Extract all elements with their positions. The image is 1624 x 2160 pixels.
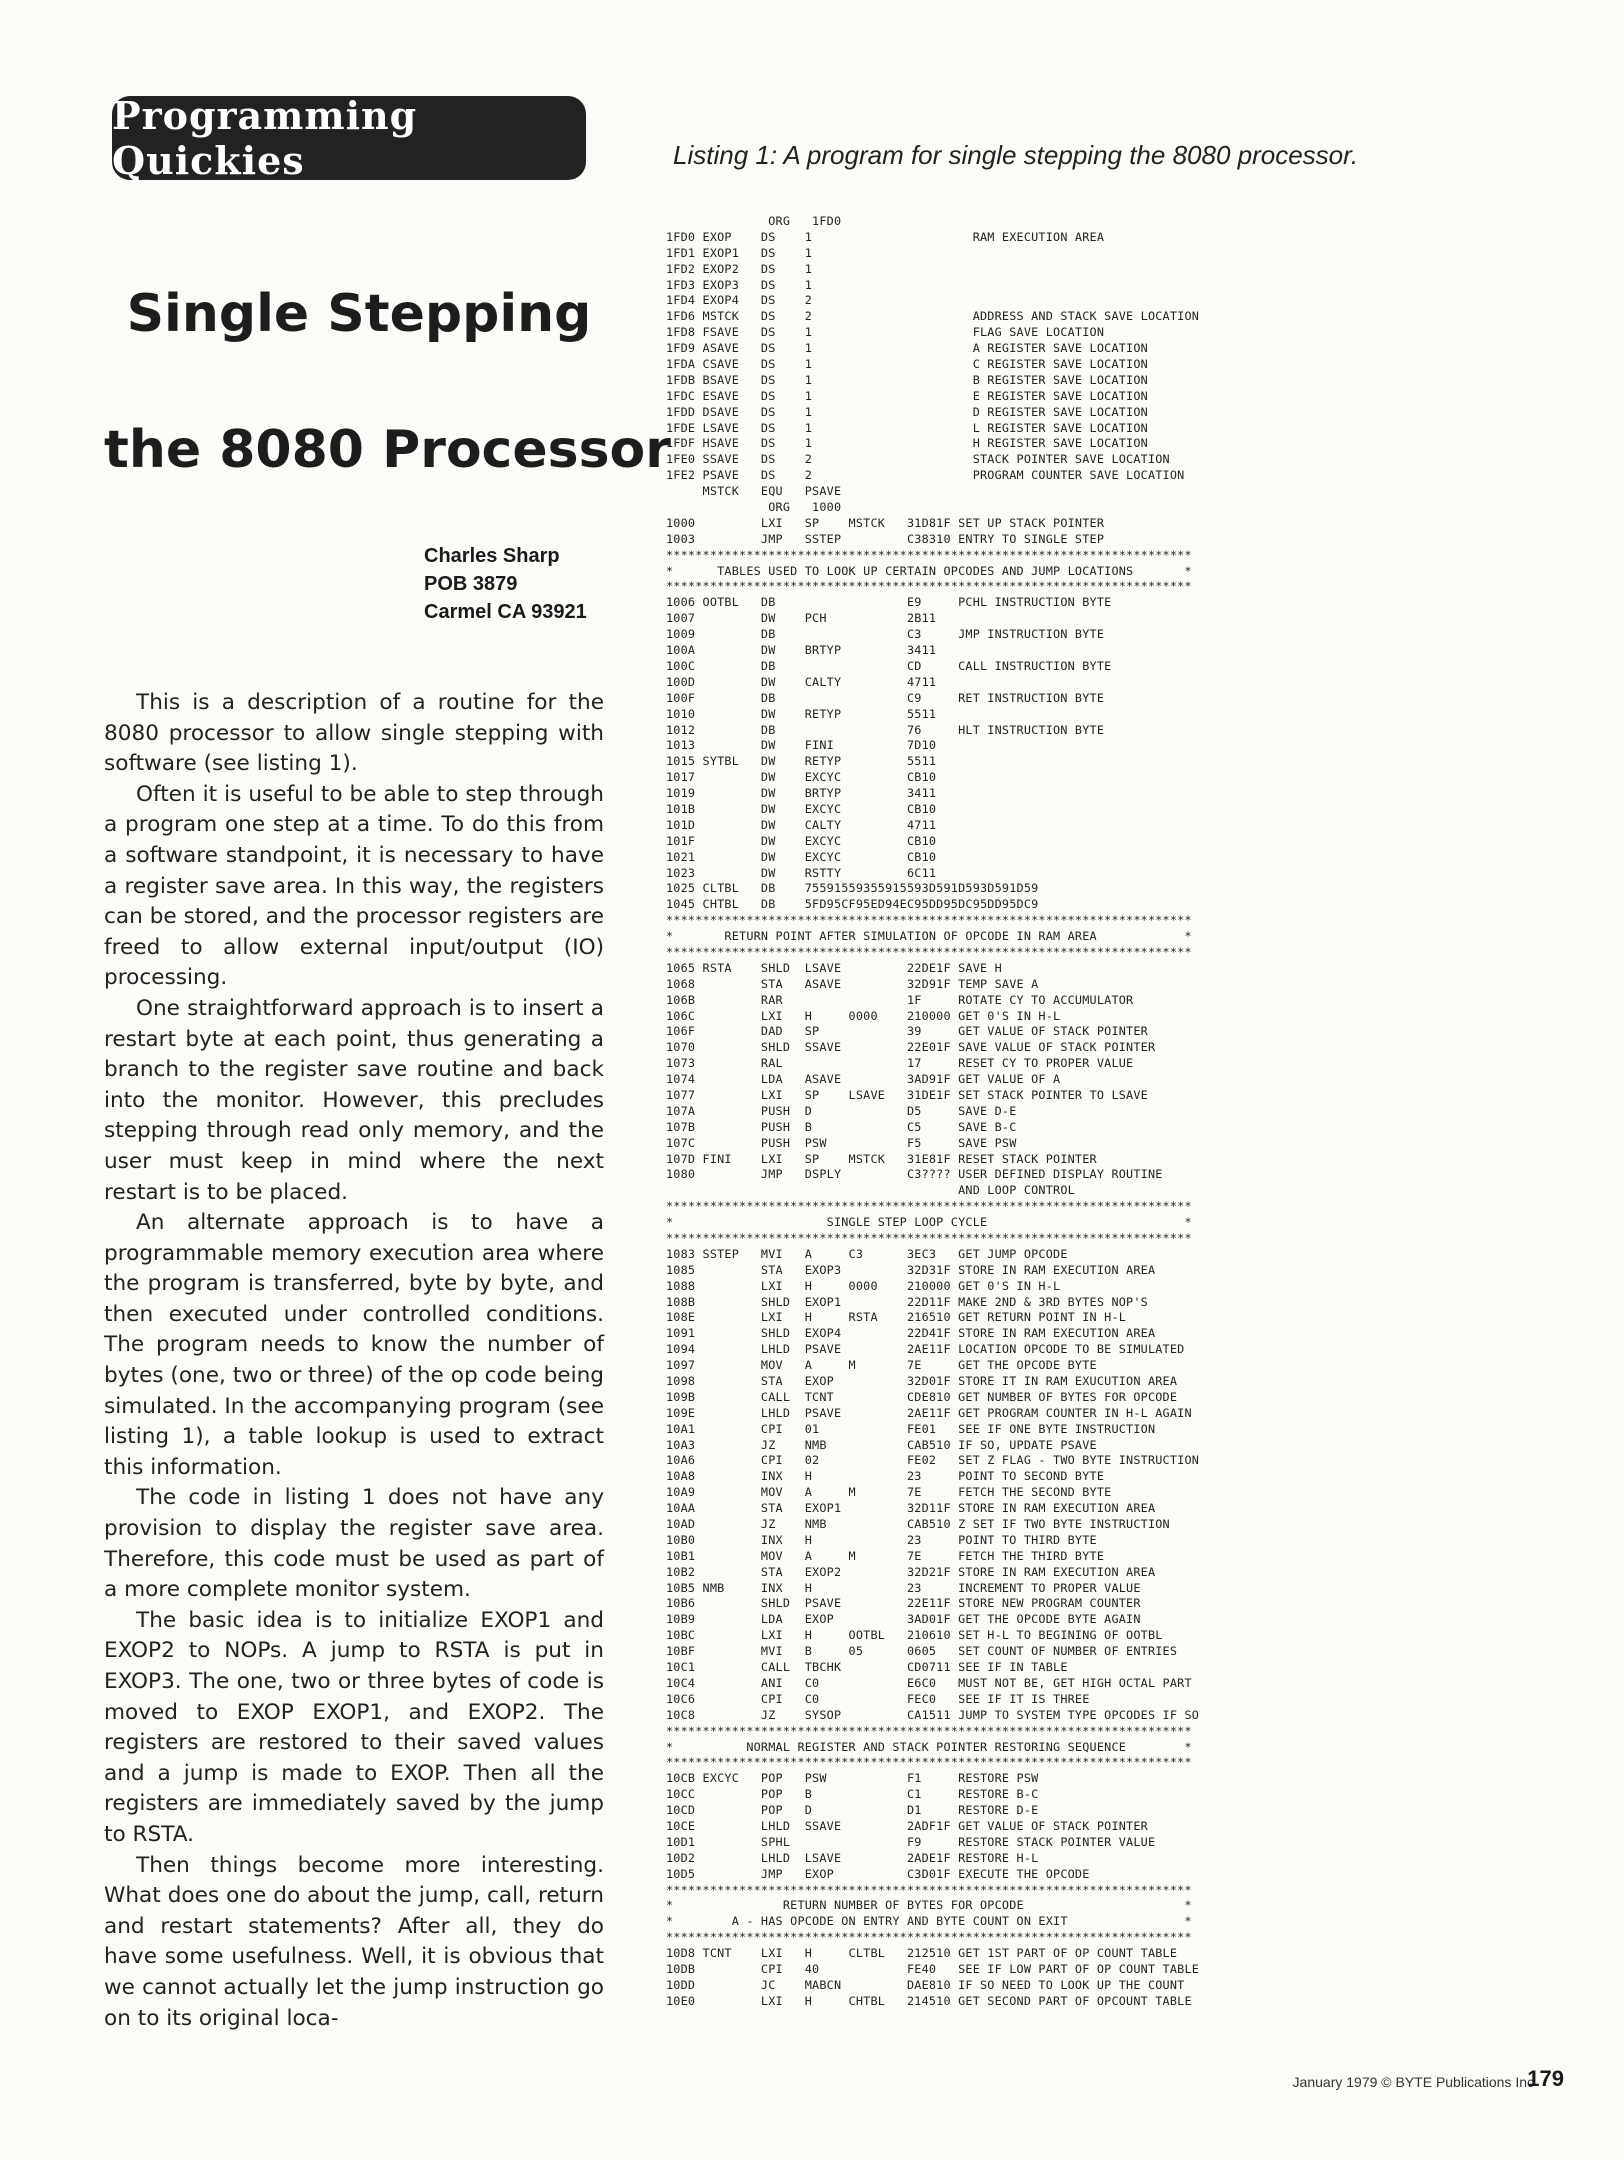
listing-line: 10D2 LHLD LSAVE 2ADE1F RESTORE H-L <box>666 1850 1039 1865</box>
listing-line: 1083 SSTEP MVI A C3 3EC3 GET JUMP OPCODE <box>666 1246 1068 1261</box>
listing-line: ************************************************************************ <box>666 547 1192 562</box>
listing-line: 10CB EXCYC POP PSW F1 RESTORE PSW <box>666 1771 1039 1786</box>
listing-line: 1015 SYTBL DW RETYP 5511 <box>666 754 937 769</box>
listing-line: 1009 DB C3 JMP INSTRUCTION BYTE <box>666 627 1105 642</box>
listing-line: 10A9 MOV A M 7E FETCH THE SECOND BYTE <box>666 1485 1112 1500</box>
listing-line: MSTCK EQU PSAVE <box>666 484 842 499</box>
listing-line: 10CD POP D D1 RESTORE D-E <box>666 1803 1039 1818</box>
body-paragraph: An alternate approach is to have a programmable memory execution area where the program is transferred, byte by byte, and then executed under controlled conditions. The program needs to know the number of bytes (one, two or three) of the op code being simulated. In the accompanying program (see listing 1), a table lookup is used to extract this information. <box>104 1210 604 1480</box>
listing-line: 10B2 STA EXOP2 32D21F STORE IN RAM EXECUTION AREA <box>666 1564 1156 1579</box>
section-badge: Programming Quickies <box>112 96 586 180</box>
listing-line: 1FD0 EXOP DS 1 RAM EXECUTION AREA <box>666 229 1105 244</box>
listing-line: * RETURN POINT AFTER SIMULATION OF OPCODE IN RAM AREA * <box>666 929 1192 944</box>
listing-line: ************************************************************************ <box>666 1882 1192 1897</box>
listing-line: 1074 LDA ASAVE 3AD91F GET VALUE OF A <box>666 1072 1061 1087</box>
listing-line: 100D DW CALTY 4711 <box>666 674 937 689</box>
listing-line: 101F DW EXCYC CB10 <box>666 833 937 848</box>
listing-line: 10CC POP B C1 RESTORE B-C <box>666 1787 1039 1802</box>
listing-line: 10A1 CPI 01 FE01 SEE IF ONE BYTE INSTRUCTION <box>666 1421 1156 1436</box>
listing-line: 10AD JZ NMB CAB510 Z SET IF TWO BYTE INSTRUCTION <box>666 1517 1170 1532</box>
listing-line: 106F DAD SP 39 GET VALUE OF STACK POINTER <box>666 1024 1148 1039</box>
listing-line: 100A DW BRTYP 3411 <box>666 643 937 658</box>
listing-line: 1019 DW BRTYP 3411 <box>666 786 937 801</box>
listing-line: 1025 CLTBL DB 75591559355915593D591D593D591D59 <box>666 881 1039 896</box>
listing-line: 1FD8 FSAVE DS 1 FLAG SAVE LOCATION <box>666 325 1105 340</box>
listing-line: 1070 SHLD SSAVE 22E01F SAVE VALUE OF STACK POINTER <box>666 1040 1156 1055</box>
listing-line: 10CE LHLD SSAVE 2ADF1F GET VALUE OF STACK POINTER <box>666 1818 1148 1833</box>
listing-line: 10BF MVI B 05 0605 SET COUNT OF NUMBER OF ENTRIES <box>666 1644 1178 1659</box>
listing-line: 1017 DW EXCYC CB10 <box>666 770 937 785</box>
listing-line: 1098 STA EXOP 32D01F STORE IT IN RAM EXUCUTION AREA <box>666 1374 1178 1389</box>
author-address-line1: POB 3879 <box>424 573 518 595</box>
listing-line: ************************************************************************ <box>666 1723 1192 1738</box>
listing-line: 101B DW EXCYC CB10 <box>666 801 937 816</box>
listing-line: 1FDC ESAVE DS 1 E REGISTER SAVE LOCATION <box>666 388 1148 403</box>
listing-line: 1FDA CSAVE DS 1 C REGISTER SAVE LOCATION <box>666 357 1148 372</box>
listing-line: 108B SHLD EXOP1 22D11F MAKE 2ND & 3RD BYTES NOP'S <box>666 1294 1148 1309</box>
code-listing <box>666 214 1386 2010</box>
listing-line: 10B9 LDA EXOP 3AD01F GET THE OPCODE BYTE AGAIN <box>666 1612 1141 1627</box>
listing-line: 1080 JMP DSPLY C3???? USER DEFINED DISPLAY ROUTINE <box>666 1167 1163 1182</box>
listing-caption: Listing 1: A program for single stepping the 8080 processor. <box>673 140 1359 170</box>
listing-line: 10B1 MOV A M 7E FETCH THE THIRD BYTE <box>666 1548 1105 1563</box>
listing-line: 1FD6 MSTCK DS 2 ADDRESS AND STACK SAVE LOCATION <box>666 309 1200 324</box>
listing-line: 10A3 JZ NMB CAB510 IF SO, UPDATE PSAVE <box>666 1437 1097 1452</box>
body-paragraph: Often it is useful to be able to step through a program one step at a time. To do this from a software standpoint, it is necessary to have a register save area. In this way, the registers can be stored, and the processor registers are freed to allow external input/output (IO) processing. <box>104 781 604 991</box>
listing-line: 1FD2 EXOP2 DS 1 <box>666 261 813 276</box>
listing-line: 1023 DW RSTTY 6C11 <box>666 865 937 880</box>
listing-line: 109B CALL TCNT CDE810 GET NUMBER OF BYTES FOR OPCODE <box>666 1389 1178 1404</box>
listing-line: 108E LXI H RSTA 216510 GET RETURN POINT IN H-L <box>666 1310 1127 1325</box>
listing-line: * SINGLE STEP LOOP CYCLE * <box>666 1215 1192 1230</box>
listing-line: ************************************************************************ <box>666 1231 1192 1245</box>
listing-line: 10D8 TCNT LXI H CLTBL 212510 GET 1ST PART OF OP COUNT TABLE <box>666 1946 1178 1961</box>
listing-line: 1012 DB 76 HLT INSTRUCTION BYTE <box>666 722 1105 737</box>
listing-line: 1FE0 SSAVE DS 2 STACK POINTER SAVE LOCATION <box>666 452 1170 467</box>
listing-line: AND LOOP CONTROL <box>666 1183 1075 1198</box>
listing-line: 10DD JC MABCN DAE810 IF SO NEED TO LOOK UP THE COUNT <box>666 1977 1185 1992</box>
listing-line: 1FE2 PSAVE DS 2 PROGRAM COUNTER SAVE LOCATION <box>666 468 1185 483</box>
article-body <box>104 688 604 2034</box>
listing-line: 1065 RSTA SHLD LSAVE 22DE1F SAVE H <box>666 960 1002 975</box>
listing-line: 10AA STA EXOP1 32D11F STORE IN RAM EXECUTION AREA <box>666 1501 1156 1516</box>
listing-line: 1068 STA ASAVE 32D91F TEMP SAVE A <box>666 976 1039 991</box>
listing-line: 10D5 JMP EXOP C3D01F EXECUTE THE OPCODE <box>666 1866 1090 1881</box>
listing-line: 10C6 CPI C0 FEC0 SEE IF IT IS THREE <box>666 1691 1090 1706</box>
page-number: 179 <box>1527 2066 1564 2091</box>
listing-line: 1091 SHLD EXOP4 22D41F STORE IN RAM EXECUTION AREA <box>666 1326 1156 1341</box>
listing-line: 1003 JMP SSTEP C38310 ENTRY TO SINGLE STEP <box>666 531 1105 546</box>
listing-line: 1FDE LSAVE DS 1 L REGISTER SAVE LOCATION <box>666 420 1148 435</box>
listing-line: 1073 RAL 17 RESET CY TO PROPER VALUE <box>666 1056 1134 1071</box>
listing-line: * A - HAS OPCODE ON ENTRY AND BYTE COUNT ON EXIT * <box>666 1914 1192 1929</box>
listing-line: 10DB CPI 40 FE40 SEE IF LOW PART OF OP COUNT TABLE <box>666 1961 1200 1976</box>
body-paragraph: Then things become more interesting. What does one do about the jump, call, return and restart statements? After all, they do have some usefulness. Well, it is obvious that we cannot actually let the jump instruction go on to its original loca- <box>104 1852 604 2031</box>
listing-line: 106B RAR 1F ROTATE CY TO ACCUMULATOR <box>666 992 1134 1007</box>
listing-line: 100C DB CD CALL INSTRUCTION BYTE <box>666 658 1112 673</box>
listing-line: 10B0 INX H 23 POINT TO THIRD BYTE <box>666 1532 1097 1547</box>
listing-line: 107B PUSH B C5 SAVE B-C <box>666 1119 1017 1134</box>
listing-line: 1045 CHTBL DB 5FD95CF95ED94EC95DD95DC95DD95DC9 <box>666 897 1039 912</box>
article-title-line1: Single Stepping <box>126 284 592 344</box>
footer-credit: January 1979 © BYTE Publications Inc <box>1292 2074 1534 2090</box>
listing-line: 10C4 ANI C0 E6C0 MUST NOT BE, GET HIGH OCTAL PART <box>666 1675 1192 1690</box>
body-paragraph: The basic idea is to initialize EXOP1 and EXOP2 to NOPs. A jump to RSTA is put in EXOP3. The one, two or three bytes of code is moved to EXOP EXOP1, and EXOP2. The registers are restored to their saved values and a jump is made to EXOP. Then all the registers are immediately saved by the jump to RSTA. <box>104 1607 604 1847</box>
body-paragraph: One straightforward approach is to insert a restart byte at each point, thus generating a branch to the register save routine and back into the monitor. However, this precludes stepping through read only memory, and the user must keep in mind where the next restart is to be placed. <box>104 995 604 1205</box>
listing-line: 10B6 SHLD PSAVE 22E11F STORE NEW PROGRAM COUNTER <box>666 1596 1141 1611</box>
listing-line: 1FD1 EXOP1 DS 1 <box>666 245 813 260</box>
listing-line: * TABLES USED TO LOOK UP CERTAIN OPCODES AND JUMP LOCATIONS * <box>666 563 1192 578</box>
listing-line: ************************************************************************ <box>666 1199 1192 1214</box>
listing-line: 1013 DW FINI 7D10 <box>666 738 937 753</box>
author-address-line2: Carmel CA 93921 <box>424 601 587 623</box>
listing-line: 10C1 CALL TBCHK CD0711 SEE IF IN TABLE <box>666 1660 1068 1675</box>
listing-line: 10A8 INX H 23 POINT TO SECOND BYTE <box>666 1469 1105 1484</box>
listing-line: ************************************************************************ <box>666 1755 1192 1770</box>
listing-line: 10C8 JZ SYSOP CA1511 JUMP TO SYSTEM TYPE OPCODES IF SO <box>666 1707 1200 1722</box>
listing-line: 1006 OOTBL DB E9 PCHL INSTRUCTION BYTE <box>666 595 1112 610</box>
listing-line: 1FDD DSAVE DS 1 D REGISTER SAVE LOCATION <box>666 404 1148 419</box>
listing-line: 1FDF HSAVE DS 1 H REGISTER SAVE LOCATION <box>666 436 1148 451</box>
listing-line: 1007 DW PCH 2B11 <box>666 611 937 626</box>
listing-line: 10E0 LXI H CHTBL 214510 GET SECOND PART OF OPCOUNT TABLE <box>666 1993 1192 2008</box>
listing-line: 10B5 NMB INX H 23 INCREMENT TO PROPER VALUE <box>666 1580 1141 1595</box>
listing-line: ORG 1FD0 <box>666 214 842 228</box>
listing-line: 109E LHLD PSAVE 2AE11F GET PROGRAM COUNTER IN H-L AGAIN <box>666 1405 1192 1420</box>
author-block <box>424 542 614 626</box>
listing-line: 1FD9 ASAVE DS 1 A REGISTER SAVE LOCATION <box>666 341 1148 356</box>
listing-line: 1088 LXI H 0000 210000 GET 0'S IN H-L <box>666 1278 1061 1293</box>
article-title-line2: the 8080 Processor <box>104 420 671 480</box>
listing-line: ORG 1000 <box>666 500 842 515</box>
listing-line: 101D DW CALTY 4711 <box>666 817 937 832</box>
listing-line: 10A6 CPI 02 FE02 SET Z FLAG - TWO BYTE INSTRUCTION <box>666 1453 1200 1468</box>
listing-line: 1085 STA EXOP3 32D31F STORE IN RAM EXECUTION AREA <box>666 1262 1156 1277</box>
listing-line: ************************************************************************ <box>666 944 1192 959</box>
listing-line: 1097 MOV A M 7E GET THE OPCODE BYTE <box>666 1358 1097 1373</box>
author-name: Charles Sharp <box>424 545 560 567</box>
listing-line: * RETURN NUMBER OF BYTES FOR OPCODE * <box>666 1898 1192 1913</box>
listing-line: 107D FINI LXI SP MSTCK 31E81F RESET STACK POINTER <box>666 1151 1097 1166</box>
listing-line: 100F DB C9 RET INSTRUCTION BYTE <box>666 690 1105 705</box>
listing-line: 1077 LXI SP LSAVE 31DE1F SET STACK POINTER TO LSAVE <box>666 1087 1148 1102</box>
listing-line: * NORMAL REGISTER AND STACK POINTER RESTORING SEQUENCE * <box>666 1739 1192 1754</box>
listing-line: 107A PUSH D D5 SAVE D-E <box>666 1103 1017 1118</box>
listing-line: 10D1 SPHL F9 RESTORE STACK POINTER VALUE <box>666 1834 1156 1849</box>
body-paragraph: The code in listing 1 does not have any provision to display the register save area. Therefore, this code must be used as part of a more complete monitor system. <box>104 1485 604 1603</box>
listing-line: 1000 LXI SP MSTCK 31D81F SET UP STACK POINTER <box>666 515 1105 530</box>
listing-line: ************************************************************************ <box>666 913 1192 928</box>
listing-line: 106C LXI H 0000 210000 GET 0'S IN H-L <box>666 1008 1061 1023</box>
listing-line: 1FD3 EXOP3 DS 1 <box>666 277 813 292</box>
listing-line: 1021 DW EXCYC CB10 <box>666 849 937 864</box>
listing-line: ************************************************************************ <box>666 579 1192 594</box>
listing-line: 1010 DW RETYP 5511 <box>666 706 937 721</box>
listing-line: 1FD4 EXOP4 DS 2 <box>666 293 813 308</box>
listing-line: ************************************************************************ <box>666 1930 1192 1945</box>
listing-line: 10BC LXI H OOTBL 210610 SET H-L TO BEGINING OF OOTBL <box>666 1628 1163 1643</box>
listing-line: 1094 LHLD PSAVE 2AE11F LOCATION OPCODE TO BE SIMULATED <box>666 1342 1185 1357</box>
body-paragraph: This is a description of a routine for the 8080 processor to allow single stepping with software (see listing 1). <box>104 690 604 777</box>
listing-line: 1FDB BSAVE DS 1 B REGISTER SAVE LOCATION <box>666 372 1148 387</box>
listing-line: 107C PUSH PSW F5 SAVE PSW <box>666 1135 1017 1150</box>
